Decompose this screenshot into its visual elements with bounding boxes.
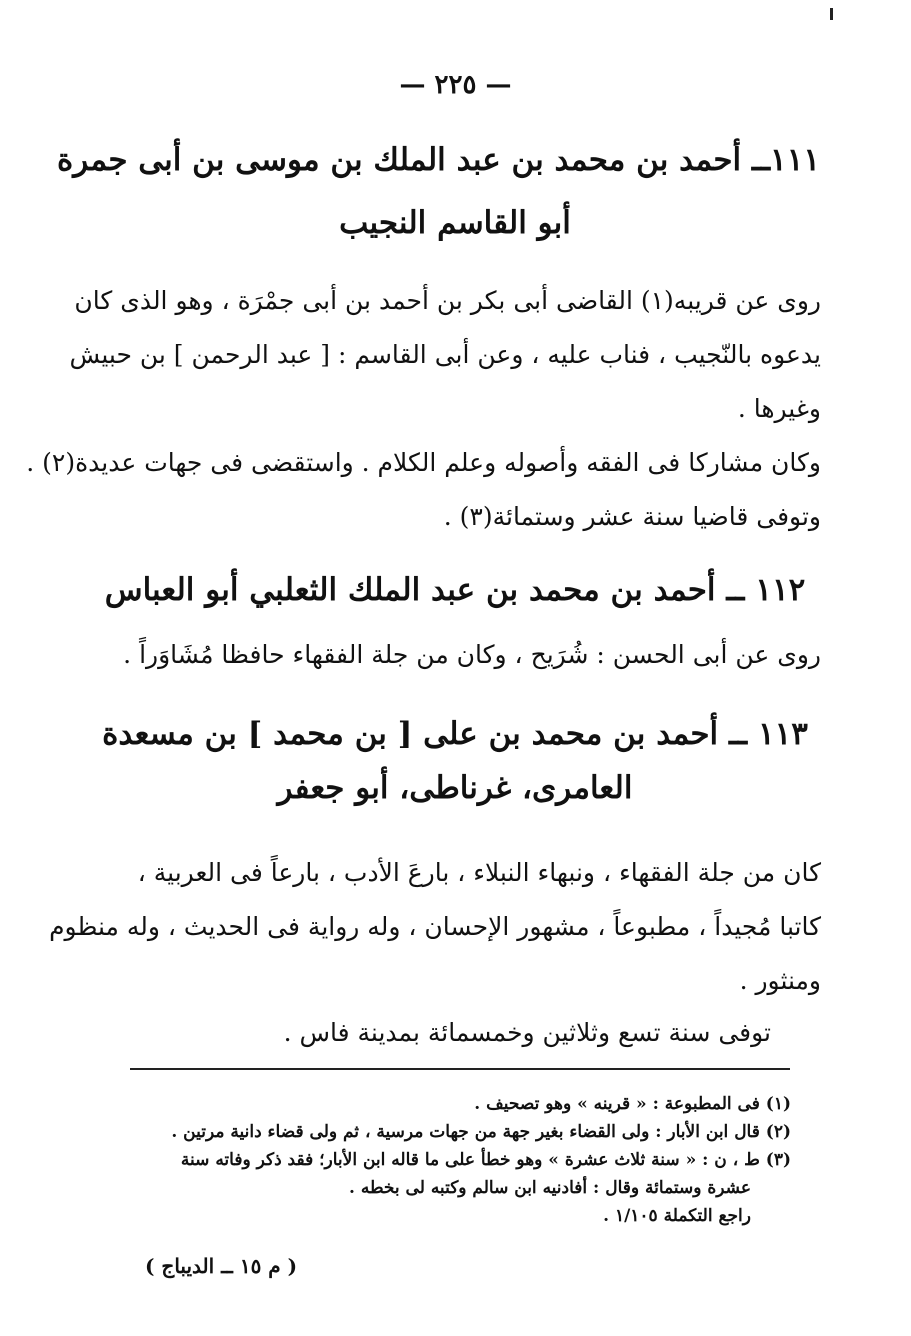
entry-112-heading: ١١٢ ــ أحمد بن محمد بن عبد الملك الثعلبي أبو العباس bbox=[104, 572, 806, 608]
entry-112-paragraph bbox=[91, 628, 821, 682]
scan-mark bbox=[830, 8, 833, 20]
text-line: روى عن قريبه(١) القاضى أبى بكر بن أحمد بن أبى جمْرَة ، وهو الذى كان bbox=[74, 286, 821, 315]
entry-111-heading-line-2: أبو القاسم النجيب bbox=[339, 205, 571, 241]
entry-111-paragraph-2 bbox=[26, 436, 821, 544]
text-line: وتوفى قاضيا سنة عشر وستمائة(٣) . bbox=[443, 502, 821, 531]
page-number: — ٢٢٥ — bbox=[399, 70, 512, 100]
text-line: روى عن أبى الحسن : شُرَيح ، وكان من جلة الفقهاء حافظا مُشَاوَراً . bbox=[123, 640, 821, 669]
text-line: كاتبا مُجيداً ، مطبوعاً ، مشهور الإحسان ، وله رواية فى الحديث ، وله منظوم bbox=[49, 912, 821, 941]
entry-113-heading-line-2: العامرى، غرناطى، أبو جعفر bbox=[277, 770, 633, 806]
footnote-3-continuation: عشرة وستمائة وقال : أفادنيه ابن سالم وكتبه لى بخطه . bbox=[349, 1178, 751, 1198]
text-line: يدعوه بالنّجيب ، فناب عليه ، وعن أبى القاسم : [ عبد الرحمن ] بن حبيش bbox=[69, 340, 821, 369]
text-line: توفى سنة تسع وثلاثين وخمسمائة بمدينة فاس . bbox=[283, 1018, 771, 1047]
text-line: وكان مشاركا فى الفقه وأصوله وعلم الكلام . واستقضى فى جهات عديدة(٢) . bbox=[26, 448, 821, 477]
entry-113-heading-line-1: ١١٣ ــ أحمد بن محمد بن على [ بن محمد ] بن مسعدة bbox=[102, 716, 808, 752]
footnotes bbox=[101, 1090, 791, 1230]
printer-signature: ( م ١٥ ــ الديباج ) bbox=[145, 1254, 298, 1278]
entry-113-paragraph-1 bbox=[49, 846, 821, 1008]
text-line: كان من جلة الفقهاء ، ونبهاء النبلاء ، بارعَ الأدب ، بارعاً فى العربية ، bbox=[137, 858, 821, 887]
footnote-2: (٢) قال ابن الأبار : ولى القضاء بغير جهة من جهات مرسية ، ثم ولى قضاء دانية مرتين . bbox=[171, 1122, 791, 1142]
footnote-1: (١) فى المطبوعة : « قرينه » وهو تصحيف . bbox=[474, 1094, 791, 1114]
entry-113-paragraph-2 bbox=[91, 1006, 771, 1060]
text-line: ومنثور . bbox=[739, 966, 821, 995]
footnote-3-continuation: راجع التكملة ١/١٠٥ . bbox=[603, 1206, 751, 1226]
entry-111-paragraph-1 bbox=[69, 274, 821, 436]
entry-111-heading-line-1: ١١١ــ أحمد بن محمد بن عبد الملك بن موسى بن أبى جمرة bbox=[57, 142, 820, 178]
footnote-divider bbox=[130, 1068, 790, 1070]
text-line: وغيرها . bbox=[737, 394, 821, 423]
footnote-3: (٣) ط ، ن : « سنة ثلاث عشرة » وهو خطأ على ما قاله ابن الأبار؛ فقد ذكر وفاته سنة bbox=[180, 1150, 791, 1170]
